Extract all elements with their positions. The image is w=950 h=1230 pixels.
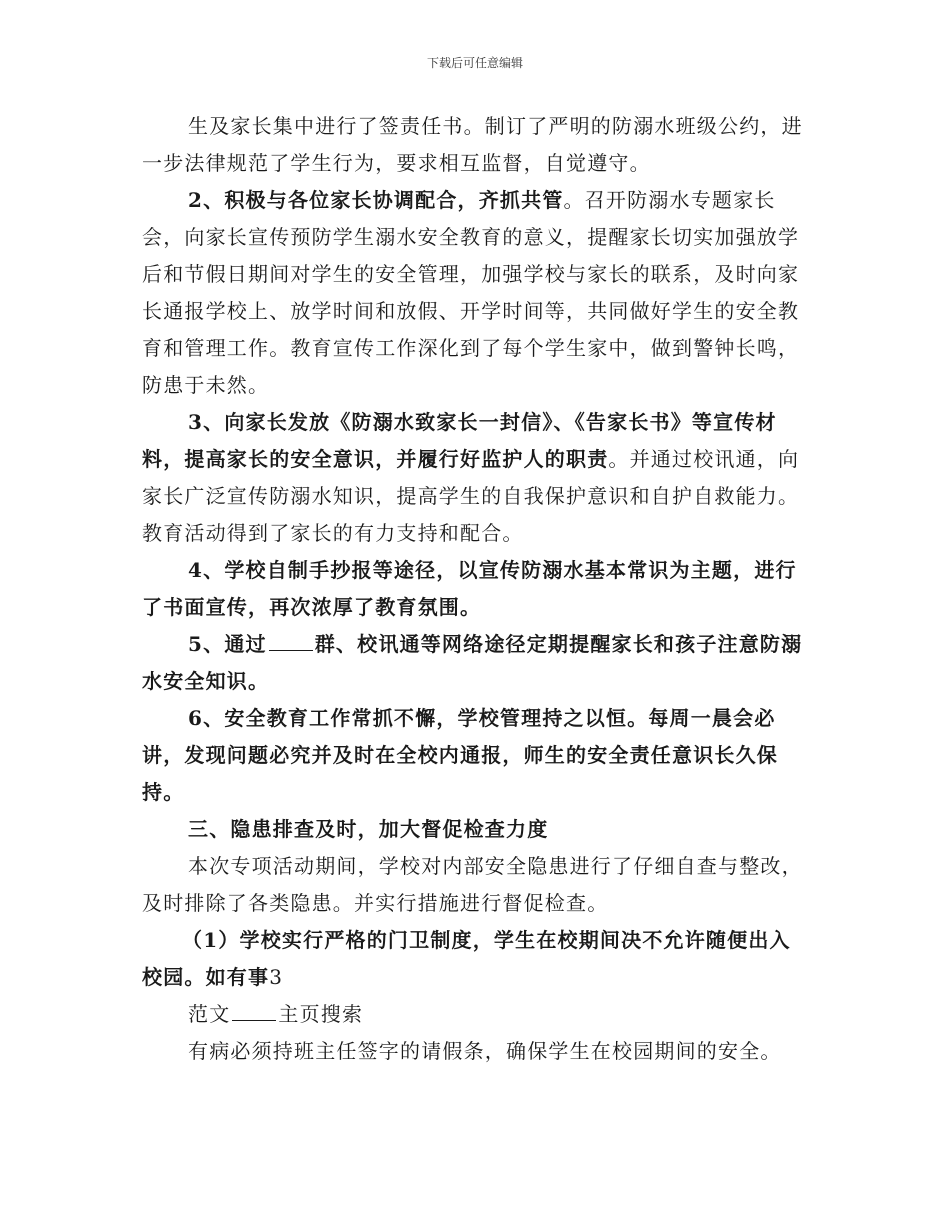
paragraph-9 xyxy=(142,922,810,996)
paragraph-4-text: 4、学校自制手抄报等途径，以宣传防溺水基本常识为主题，进行了书面宣传，再次浓厚了教育氛围。 xyxy=(142,558,797,619)
section-heading-3-text: 三、隐患排查及时，加大督促检查力度 xyxy=(188,817,549,841)
paragraph-11: 有病必须持班主任签字的请假条，确保学生在校园期间的安全。 xyxy=(188,1039,782,1063)
paragraph-10-text-b: 主页搜索 xyxy=(278,1002,364,1026)
section-heading-3 xyxy=(142,811,810,848)
fill-in-blank xyxy=(269,634,313,651)
paragraph-9-text: （1）学校实行严格的门卫制度，学生在校期间决不允许随便出入校园。如有事 xyxy=(142,928,791,989)
paragraph-6 xyxy=(142,700,810,811)
paragraph-5-text-b: 群、校讯通等网络途径定期提醒家长和孩子注意防溺水安全知识。 xyxy=(142,632,803,693)
fill-in-blank-2 xyxy=(232,1004,276,1021)
paragraph-2 xyxy=(142,182,810,404)
paragraph-4 xyxy=(142,552,810,626)
paragraph-2-heading: 2、积极与各位家长协调配合，齐抓共管 xyxy=(188,188,564,212)
paragraph-5 xyxy=(142,626,810,700)
paragraph-5-text-a: 5、通过 xyxy=(188,632,267,656)
page-number: 3 xyxy=(269,965,284,989)
paragraph-8: 本次专项活动期间，学校对内部安全隐患进行了仔细自查与整改，及时排除了各类隐患。并实行措施进行督促检查。 xyxy=(142,854,803,915)
paragraph-3-text: 。并通过校讯通，向家长广泛宣传防溺水知识，提高学生的自我保护意识和自护自救能力。教育活动得到了家长的有力支持和配合。 xyxy=(142,447,800,545)
paragraph-1: 生及家长集中进行了签责任书。制订了严明的防溺水班级公约，进一步法律规范了学生行为，要求相互监督，自觉遵守。 xyxy=(142,114,803,175)
paragraph-3 xyxy=(142,404,810,552)
paragraph-3-heading: 3、向家长发放《防溺水致家长一封信》、《告家长书》等宣传材料，提高家长的安全意识，并履行好监护人的职责 xyxy=(142,410,777,471)
page-header: 下载后可任意编辑 xyxy=(426,56,523,70)
paragraph-2-text: 。召开防溺水专题家长会，向家长宣传预防学生溺水安全教育的意义，提醒家长切实加强放学后和节假日期间对学生的安全管理，加强学校与家长的联系，及时向家长通报学校上、放学时间和放假、开学时间等，共同做好学生的安全教育和管理工作。教育宣传工作深化到了每个学生家中，做到警钟长鸣，防患于未然。 xyxy=(142,188,800,397)
paragraph-10-text-a: 范文 xyxy=(188,1002,231,1026)
document-body xyxy=(142,108,810,1070)
paragraph-10 xyxy=(142,996,810,1033)
paragraph-6-text: 6、安全教育工作常抓不懈，学校管理持之以恒。每周一晨会必讲，发现问题必究并及时在全校内通报，师生的安全责任意识长久保持。 xyxy=(142,706,778,804)
